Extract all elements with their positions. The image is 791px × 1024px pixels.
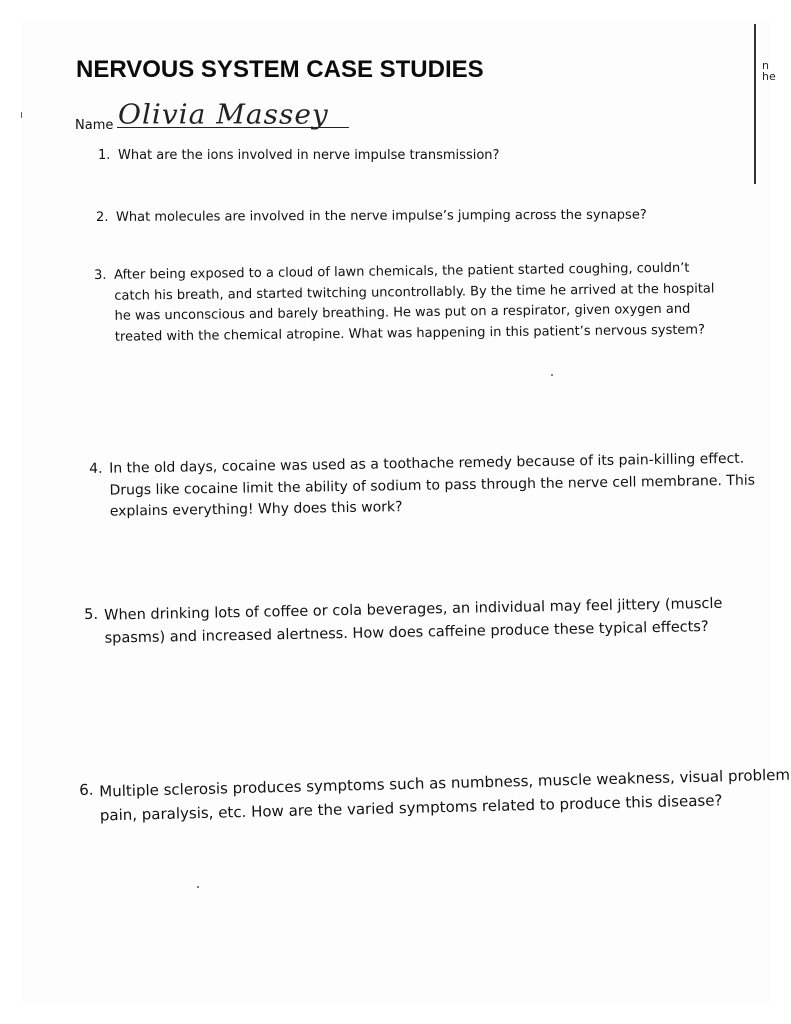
question-number: 5. [84, 606, 99, 623]
question-line: explains everything! Why does this work? [109, 499, 403, 520]
question-number: 3. [94, 267, 107, 283]
question-line: he was unconscious and barely breathing. He was put on a respirator, given oxygen and [114, 301, 691, 324]
question-line: What are the ions involved in nerve impulse transmission? [118, 148, 500, 163]
question-line: In the old days, cocaine was used as a toothache remedy because of its pain-killing effect. [109, 450, 745, 477]
question-text [118, 146, 638, 166]
question-line: What molecules are involved in the nerve impulse’s jumping across the synapse? [116, 207, 647, 225]
name-label: Name [75, 118, 114, 133]
edge-text-fragment [762, 60, 776, 82]
question-number: 1. [98, 148, 111, 163]
question-line: treated with the chemical atropine. What was happening in this patient’s nervous system? [114, 322, 706, 345]
question-number: 6. [79, 780, 94, 799]
question-text [109, 448, 762, 523]
question-line: catch his breath, and started twitching uncontrollably. By the time he arrived at the hospital [114, 280, 715, 304]
handwritten-name[interactable]: Olivia Massey [118, 98, 329, 131]
stray-mark [551, 374, 553, 376]
page-edge-shadow [754, 24, 766, 184]
question-line: When drinking lots of coffee or cola beverages, an individual may feel jittery (muscle [104, 595, 723, 624]
stray-mark [21, 112, 22, 118]
page-title: NERVOUS SYSTEM CASE STUDIES [76, 56, 484, 83]
question-text [116, 205, 676, 227]
question-text [114, 258, 745, 348]
question-number: 2. [96, 209, 109, 225]
question-number: 4. [89, 460, 103, 477]
question-line: pain, paralysis, etc. How are the varied symptoms related to produce this disease? [99, 791, 723, 825]
question-line: Multiple sclerosis produces symptoms such as numbness, muscle weakness, visual problem [99, 765, 791, 801]
question-line: spasms) and increased alertness. How does caffeine produce these typical effects? [104, 619, 709, 647]
stray-mark [197, 886, 199, 888]
question-line: After being exposed to a cloud of lawn chemicals, the patient started coughing, couldn’t [114, 260, 690, 283]
edge-fragment: n he [762, 59, 776, 83]
question-line: Drugs like cocaine limit the ability of sodium to pass through the nerve cell membrane. This [109, 472, 756, 499]
